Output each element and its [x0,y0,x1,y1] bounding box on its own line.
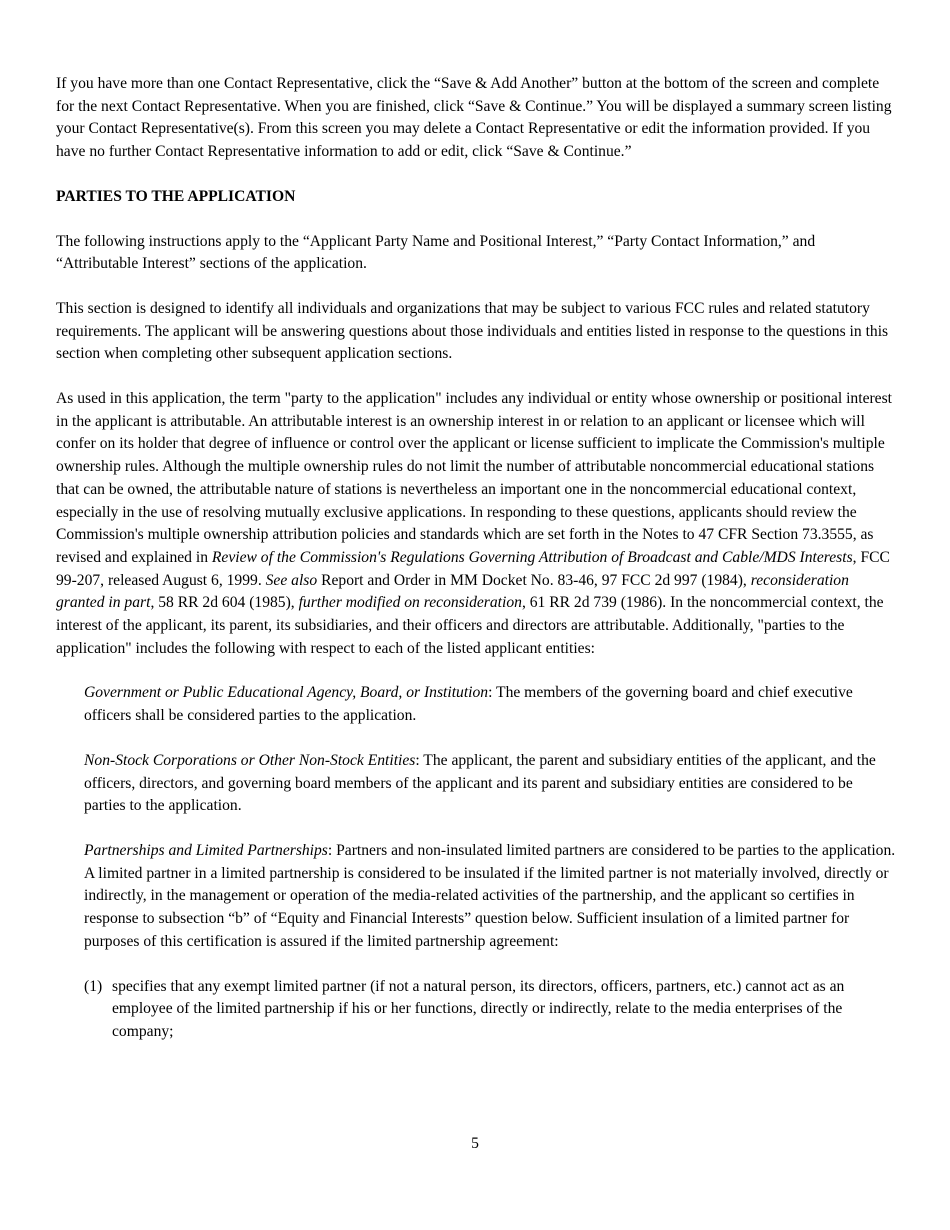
entity-description: : Partners and non-insulated limited partners are considered to be parties to the application. A limited partner in a limited partnership is considered to be insulated if the limited partner is not materially involved, directly or indirectly, in the management or operation of the media-related activities of the partnership, and the applicant so certifies in response to subsection “b” of “Equity and Financial Interests” question below. Sufficient insulation of a limited partner for purposes of this certification is assured if the limited partnership agreement: [84,841,896,950]
entity-term: Non-Stock Corporations or Other Non-Stock Entities [84,751,416,769]
page-number: 5 [471,1135,479,1152]
entity-government [84,682,896,727]
entity-description: : The members of the governing board and chief executive officers shall be considered parties to the application. [84,684,853,725]
entity-non-stock [84,750,896,818]
list-item [84,976,896,1044]
entity-partnerships [84,840,896,954]
entity-term: Partnerships and Limited Partnerships [84,841,328,859]
list-item-number: (1) [84,977,103,995]
definition-text-5: , 61 RR 2d 739 (1986). In the noncommercial context, the interest of the applicant, its parent, its subsidiaries, and their officers and directors are attributable. Additionally, "parties to the application" includes the following with respect to each of the listed applicant entities: [56,594,884,657]
definition-reconsideration: reconsideration granted in part [56,571,849,612]
definition-see-also: See also [265,571,318,589]
instructions-paragraph: The following instructions apply to the “Applicant Party Name and Positional Interest,” “Party Contact Information,” and “Attributable Interest” sections of the application. [56,232,816,273]
definition-text-1: As used in this application, the term "party to the application" includes any individual or entity whose ownership or positional interest in the applicant is attributable. An attributable interest is an ownership interest in or relation to an applicant or licensee which will confer on its holder that degree of influence or control over the applicant or license sufficient to implicate the Commission's multiple ownership rules. Although the multiple ownership rules do not limit the number of attributable noncommercial educational stations that can be owned, the attributable nature of stations is nevertheless an important one in the noncommercial educational context, especially in the use of resolving mutually exclusive applications. In responding to these questions, applicants should review the Commission's multiple ownership attribution policies and standards which are set forth in the Notes to 47 CFR Section 73.3555, as revised and explained in [56,390,893,566]
definition-paragraph [56,388,896,660]
definition-further-modified: further modified on reconsideration [298,594,522,612]
intro-paragraph: If you have more than one Contact Representative, click the “Save & Add Another” button at the bottom of the screen and complete for the next Contact Representative. When you are finished, click “Save & Continue.” You will be displayed a summary screen listing your Contact Representative(s). From this screen you may delete a Contact Representative or edit the information provided. If you have no further Contact Representative information to add or edit, click “Save & Continue.” [56,75,892,161]
definition-citation-title: Review of the Commission's Regulations Governing Attribution of Broadcast and Cable/MDS Interests [211,548,853,566]
entity-description: : The applicant, the parent and subsidiary entities of the applicant, and the officers, directors, and governing board members of the applicant and its parent and subsidiary entities are considered to be parties to the application. [84,751,876,815]
purpose-paragraph: This section is designed to identify all individuals and organizations that may be subject to various FCC rules and related statutory requirements. The applicant will be answering questions about those individuals and entities listed in response to the questions in this section when completing other subsequent application sections. [56,299,889,363]
section-heading: PARTIES TO THE APPLICATION [56,187,296,205]
list-item-text: specifies that any exempt limited partner (if not a natural person, its directors, officers, partners, etc.) cannot act as an employee of the limited partnership if his or her functions, directly or indirectly, relate to the media enterprises of the company; [112,977,845,1040]
definition-text-4: , 58 RR 2d 604 (1985), [150,594,299,612]
definition-text-2: , FCC 99-207, released August 6, 1999. [56,548,890,589]
entity-term: Government or Public Educational Agency, Board, or Institution [84,684,489,702]
definition-text-3: Report and Order in MM Docket No. 83-46, 97 FCC 2d 997 (1984), [317,571,751,589]
